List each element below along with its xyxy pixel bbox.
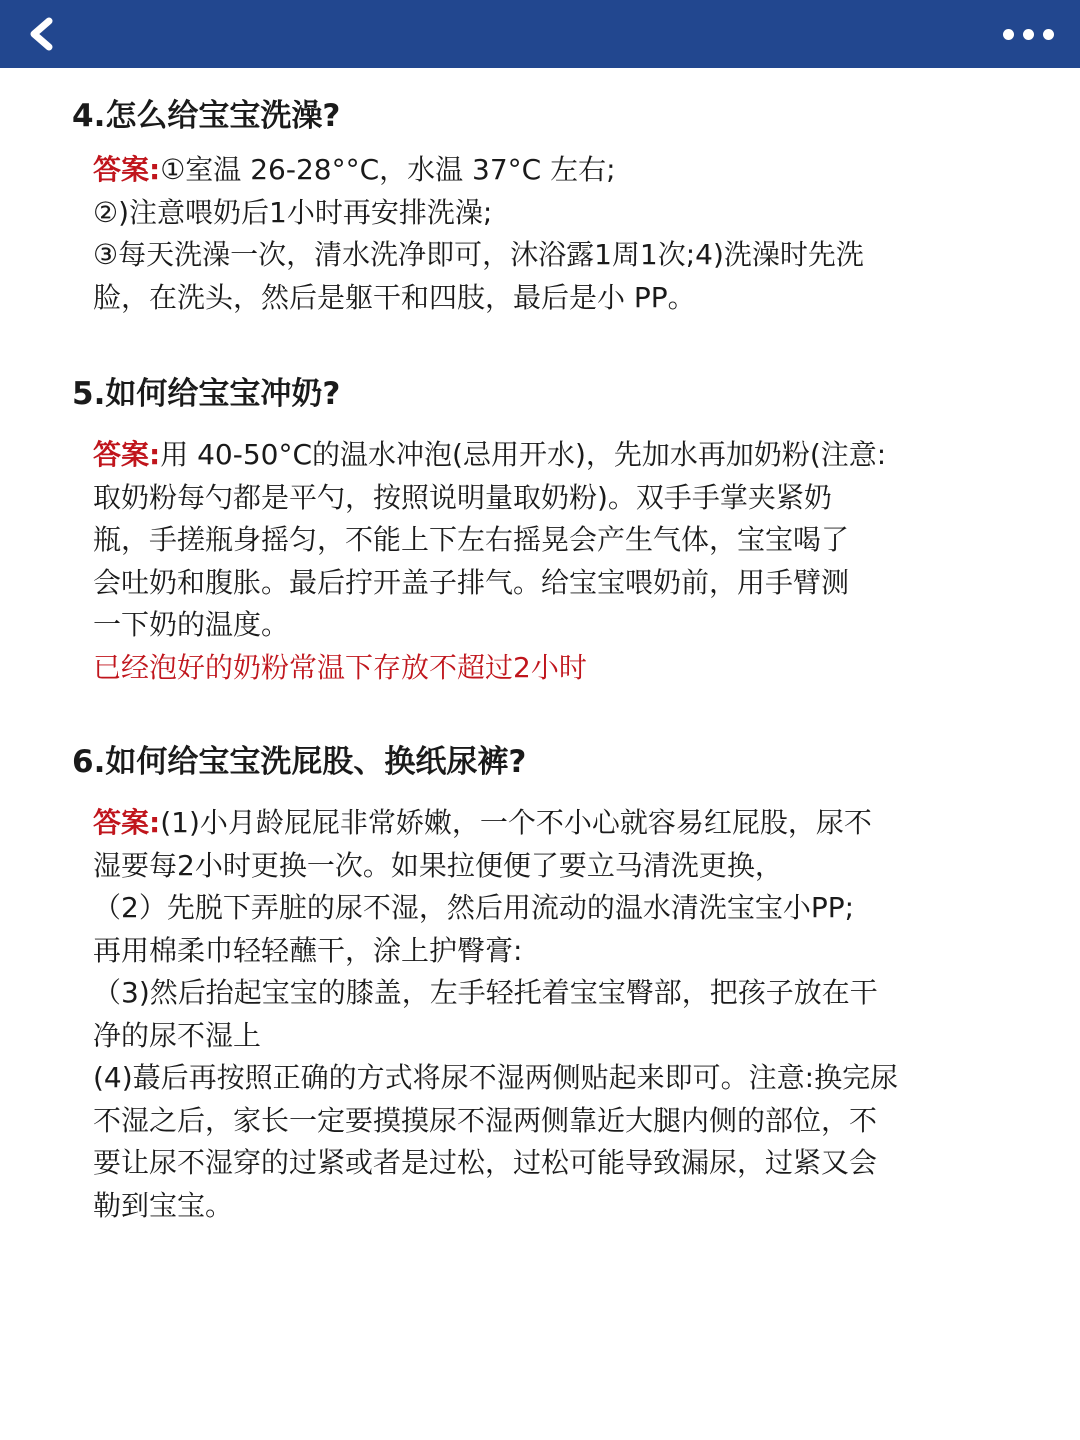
answer-line: 不湿之后，家长一定要摸摸尿不湿两侧靠近大腿内侧的部位，不 (93, 1103, 878, 1137)
answer-line: 净的尿不湿上 (93, 1018, 262, 1052)
question-title: 5.如何给宝宝冲奶? (72, 376, 341, 412)
answer-line: （2）先脱下弄脏的尿不湿，然后用流动的温水清洗宝宝小PP; (93, 891, 855, 924)
answer-line: ①室温 26-28°°C，水温 37°C 左右; (160, 153, 616, 186)
answer-label: 答案: (93, 153, 161, 186)
more-dots-icon (1023, 29, 1034, 40)
answer-line: 会吐奶和腹胀。最后拧开盖子排气。给宝宝喂奶前，用手臂测 (93, 565, 850, 599)
more-dots-icon (1043, 29, 1054, 40)
answer-block (93, 802, 973, 1227)
chevron-left-icon (27, 17, 57, 51)
answer-block (93, 149, 973, 319)
answer-label: 答案: (93, 806, 161, 839)
answer-line: 再用棉柔巾轻轻蘸干，涂上护臀膏: (93, 933, 523, 967)
back-button[interactable] (22, 14, 62, 54)
answer-line: 脸，在洗头，然后是躯干和四肢，最后是小 PP。 (93, 280, 696, 314)
answer-label: 答案: (93, 438, 161, 471)
answer-line: (1)小月龄屁屁非常娇嫩，一个不小心就容易红屁股，尿不 (160, 806, 872, 839)
answer-block (93, 434, 973, 689)
answer-line: ③每天洗澡一次，清水洗净即可，沐浴露1周1次;4)洗澡时先洗 (93, 238, 864, 271)
answer-line: (4)蕞后再按照正确的方式将尿不湿两侧贴起来即可。注意:换完尿 (93, 1061, 899, 1094)
answer-line: 瓶，手搓瓶身摇匀，不能上下左右摇晃会产生气体，宝宝喝了 (93, 523, 850, 556)
answer-line: （3)然后抬起宝宝的膝盖，左手轻托着宝宝臀部，把孩子放在干 (93, 976, 878, 1009)
answer-line: 用 40-50°C的温水冲泡(忌用开水)，先加水再加奶粉(注意: (160, 438, 887, 471)
answer-line: 勒到宝宝。 (93, 1188, 234, 1222)
answer-line: ②)注意喂奶后1小时再安排洗澡; (93, 195, 493, 229)
more-options-button[interactable] (984, 14, 1054, 54)
more-dots-icon (1003, 29, 1014, 40)
answer-line: 湿要每2小时更换一次。如果拉便便了要立马清洗更换， (93, 848, 783, 882)
question-title: 6.如何给宝宝洗屁股、换纸尿裤? (72, 744, 527, 780)
answer-line: 一下奶的温度。 (93, 608, 290, 641)
warning-note: 已经泡好的奶粉常温下存放不超过2小时 (93, 650, 587, 684)
answer-line: 要让尿不湿穿的过紧或者是过松，过松可能导致漏尿，过紧又会 (93, 1146, 878, 1179)
top-navigation-bar (0, 0, 1080, 68)
answer-line: 取奶粉每勺都是平勺，按照说明量取奶粉)。双手手掌夹紧奶 (93, 480, 832, 514)
question-title: 4.怎么给宝宝洗澡? (72, 98, 341, 134)
